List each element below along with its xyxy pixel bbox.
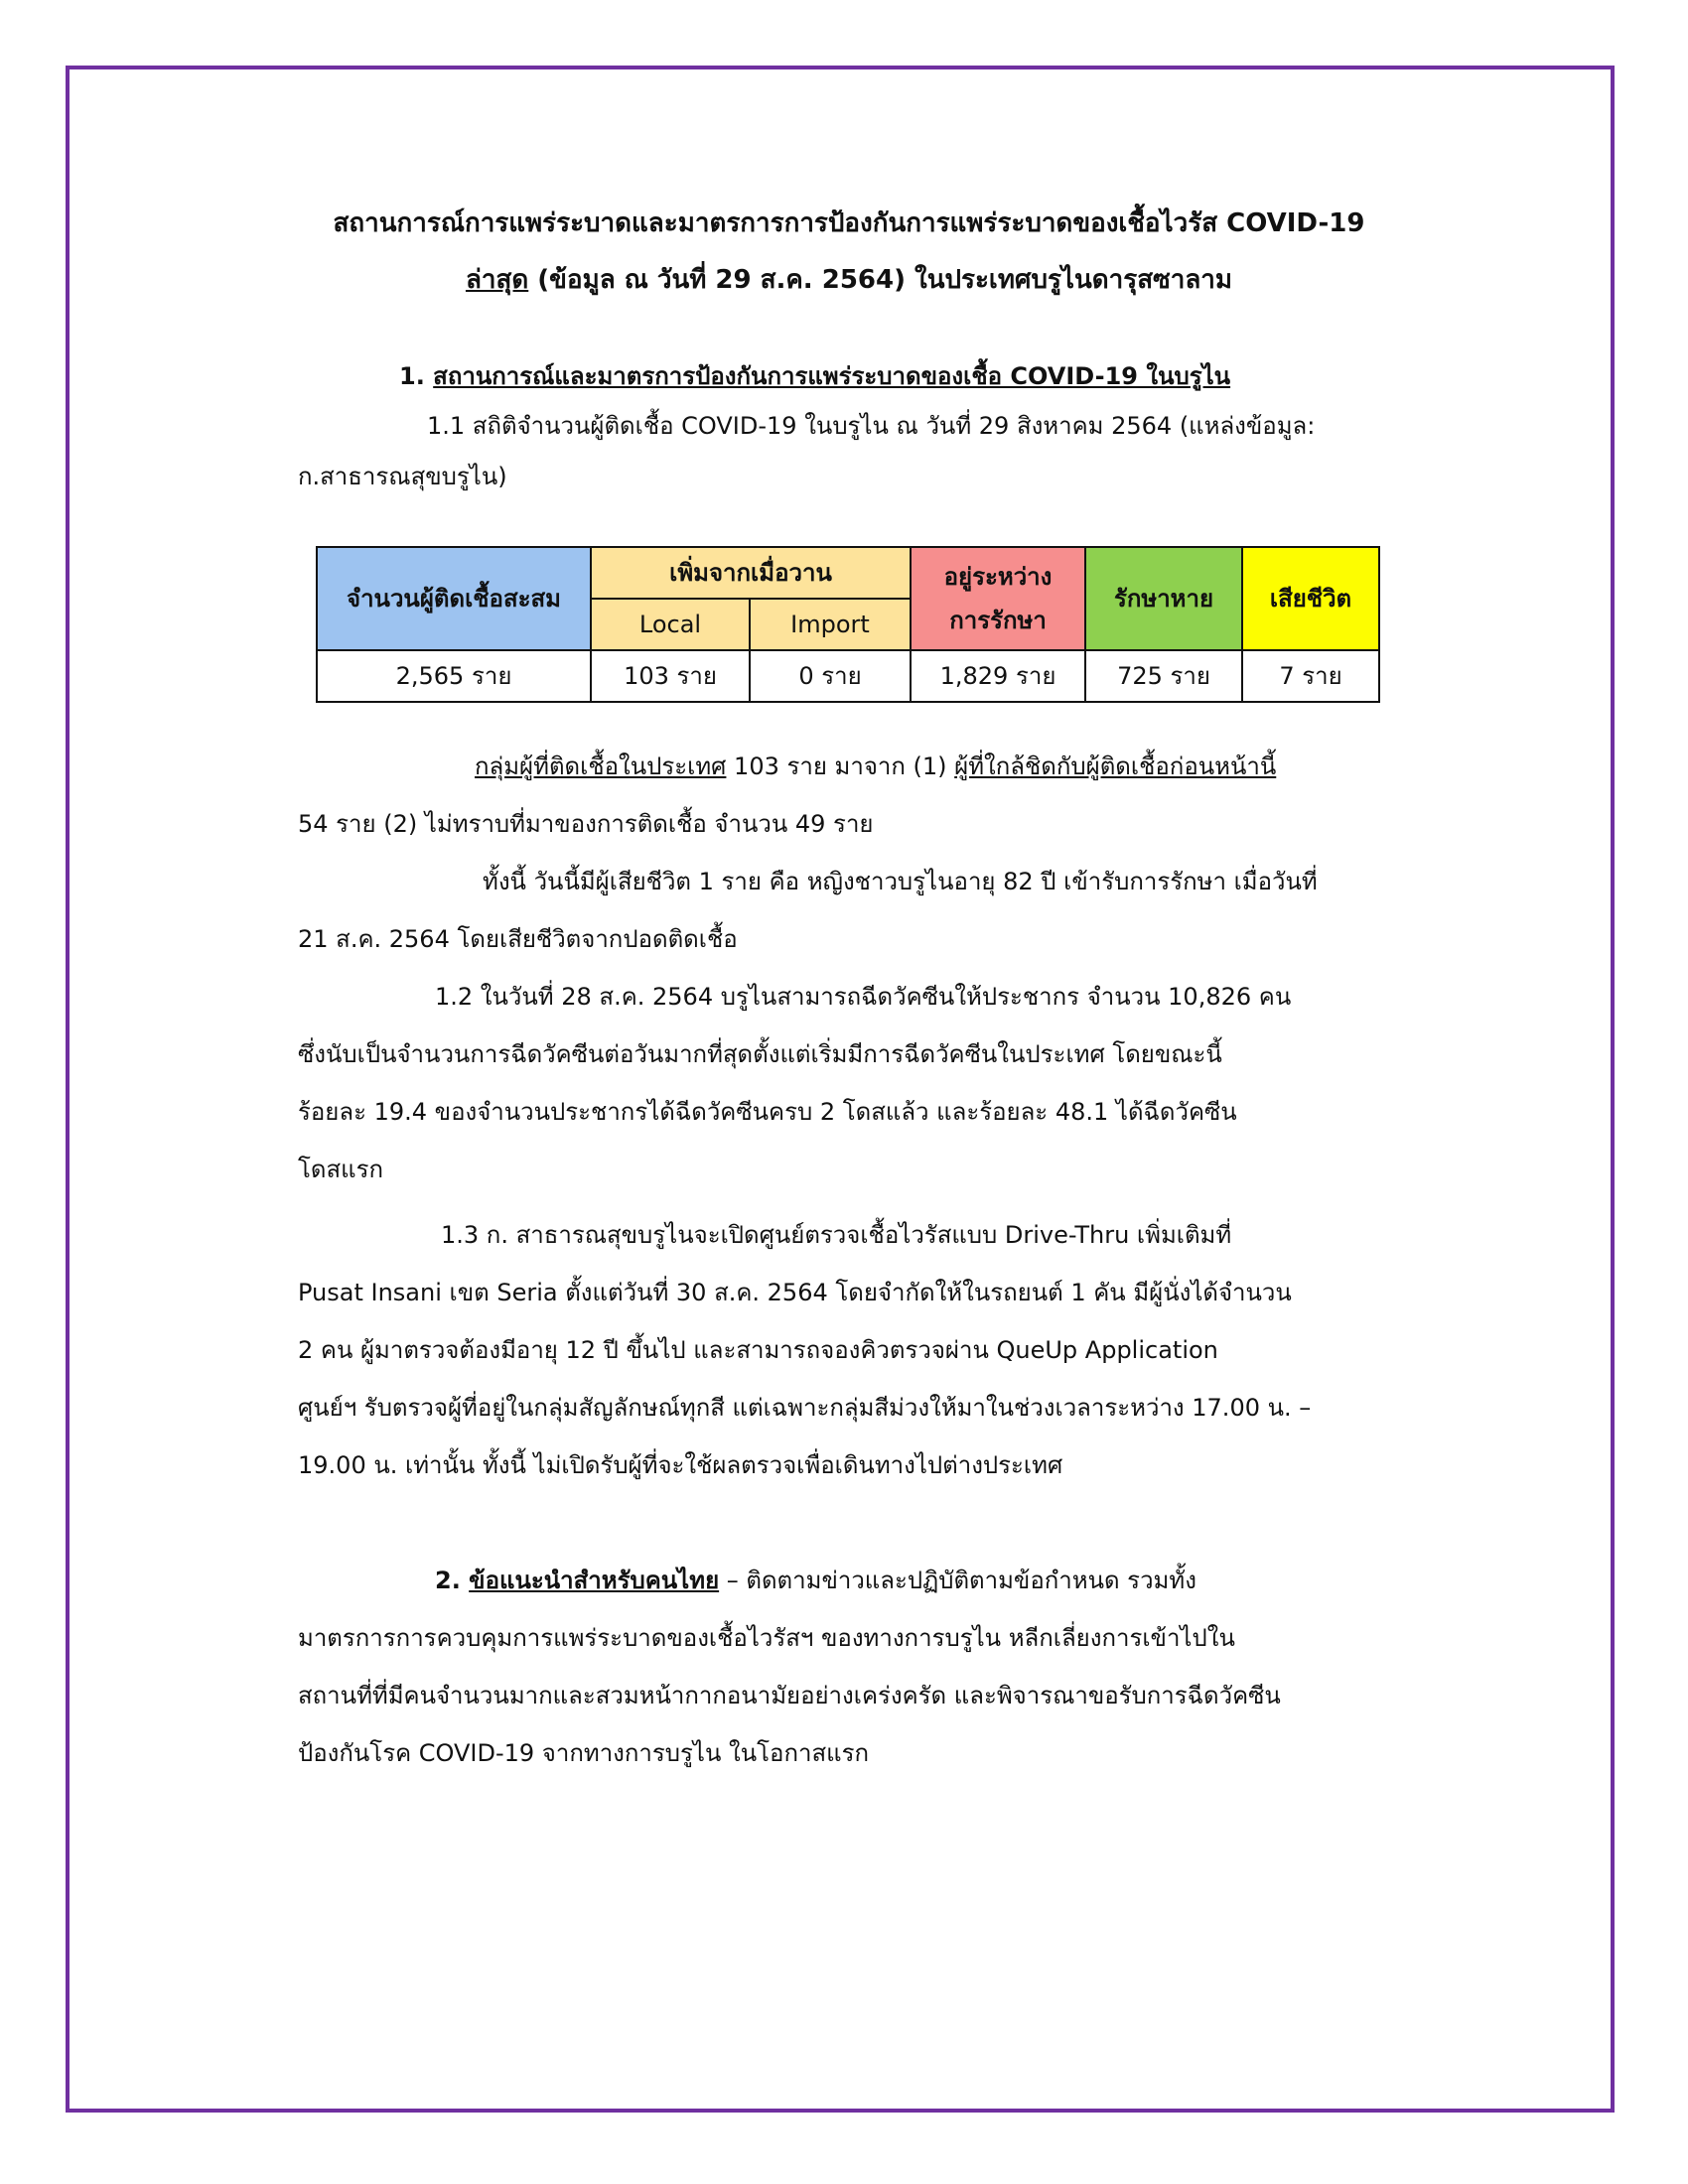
document-title-line-1: สถานการณ์การแพร่ระบาดและมาตรการการป้องกันการแพร่ระบาดของเชื้อไวรัส COVID-19 [333,208,1365,238]
header-import: Import [750,599,911,650]
section-2-number: 2. [435,1567,470,1594]
item-1-3-line-2: Pusat Insani เขต Seria ตั้งแต่วันที่ 30 ส.ค. 2564 โดยจำกัดให้ในรถยนต์ 1 คัน มีผู้นั่งได้จำนวน [298,1279,1292,1306]
section-2-line-1-rest: – ติดตามข่าวและปฏิบัติตามข้อกำหนด รวมทั้ง [719,1567,1196,1594]
value-under-treatment: 1,829 ราย [911,650,1085,702]
item-1-1-line-2: ก.สาธารณสุขบรูไน) [298,463,507,490]
item-1-2-line-2: ซึ่งนับเป็นจำนวนการฉีดวัคซีนต่อวันมากที่สุดตั้งแต่เริ่มมีการฉีดวัคซีนในประเทศ โดยขณะนี้ [298,1040,1222,1068]
covid-stats-table [316,546,1380,703]
close-contacts-label: ผู้ที่ใกล้ชิดกับผู้ติดเชื้อก่อนหน้านี้ [954,752,1277,780]
section-1-heading [399,356,1501,396]
header-deaths: เสียชีวิต [1242,547,1379,650]
section-2-line-4: ป้องกันโรค COVID-19 จากทางการบรูไน ในโอกาสแรก [298,1739,869,1767]
value-import: 0 ราย [750,650,911,702]
section-1-number: 1. [399,362,434,390]
header-under-treatment [911,547,1085,650]
death-paragraph-line-1: ทั้งนี้ วันนี้มีผู้เสียชีวิต 1 ราย คือ หญิงชาวบรูไนอายุ 82 ปี เข้ารับการรักษา เมื่อวันที่ [483,868,1318,895]
item-1-3-line-1: 1.3 ก. สาธารณสุขบรูไนจะเปิดศูนย์ตรวจเชื้อไวรัสแบบ Drive-Thru เพิ่มเติมที่ [441,1221,1232,1249]
item-1-1-line-1: 1.1 สถิติจำนวนผู้ติดเชื้อ COVID-19 ในบรูไน ณ วันที่ 29 สิงหาคม 2564 (แหล่งข้อมูล: [427,412,1316,440]
value-local: 103 ราย [591,650,750,702]
local-group-mid: 103 ราย มาจาก (1) [726,752,955,780]
section-1-heading-text: สถานการณ์และมาตรการป้องกันการแพร่ระบาดของเชื้อ COVID-19 ในบรูไน [433,362,1231,390]
header-under-treatment-line-1: อยู่ระหว่าง [943,563,1053,591]
item-1-3-line-5: 19.00 น. เท่านั้น ทั้งนี้ ไม่เปิดรับผู้ที่จะใช้ผลตรวจเพื่อเดินทางไปต่างประเทศ [298,1451,1063,1479]
local-cases-paragraph-line-1 [475,747,1577,786]
section-2-line-1 [435,1561,1537,1600]
local-group-label: กลุ่มผู้ที่ติดเชื้อในประเทศ [475,752,727,780]
item-1-3-line-4: ศูนย์ฯ รับตรวจผู้ที่อยู่ในกลุ่มสัญลักษณ์ทุกสี แต่เฉพาะกลุ่มสีม่วงให้มาในช่วงเวลาระหว่าง 17.00 น. – [298,1394,1312,1422]
header-recovered: รักษาหาย [1085,547,1242,650]
section-2-heading-text: ข้อแนะนำสำหรับคนไทย [469,1567,720,1594]
item-1-3-line-3: 2 คน ผู้มาตรวจต้องมีอายุ 12 ปี ขึ้นไป และสามารถจองคิวตรวจผ่าน QueUp Application [298,1336,1218,1364]
header-new-since-yesterday: เพิ่มจากเมื่อวาน [591,547,911,599]
local-cases-paragraph-line-2: 54 ราย (2) ไม่ทราบที่มาของการติดเชื้อ จำนวน 49 ราย [298,810,874,838]
title-date-country: (ข้อมูล ณ วันที่ 29 ส.ค. 2564) ในประเทศบรูไนดารุสซาลาม [528,265,1233,295]
value-recovered: 725 ราย [1085,650,1242,702]
value-deaths: 7 ราย [1242,650,1379,702]
section-2-line-3: สถานที่ที่มีคนจำนวนมากและสวมหน้ากากอนามัยอย่างเคร่งครัด และพิจารณาขอรับการฉีดวัคซีน [298,1682,1281,1709]
item-1-2-line-4: โดสแรก [298,1156,384,1183]
item-1-2-line-1: 1.2 ในวันที่ 28 ส.ค. 2564 บรูไนสามารถฉีดวัคซีนให้ประชากร จำนวน 10,826 คน [435,983,1292,1011]
title-latest-label: ล่าสุด [465,265,529,295]
header-local: Local [591,599,750,650]
document-title-line-2 [298,260,1400,300]
section-2-line-2: มาตรการการควบคุมการแพร่ระบาดของเชื้อไวรัสฯ ของทางการบรูไน หลีกเลี่ยงการเข้าไปใน [298,1624,1235,1652]
value-cumulative-cases: 2,565 ราย [317,650,591,702]
header-cumulative-cases: จำนวนผู้ติดเชื้อสะสม [317,547,591,650]
header-under-treatment-line-2: การรักษา [949,607,1047,634]
death-paragraph-line-2: 21 ส.ค. 2564 โดยเสียชีวิตจากปอดติดเชื้อ [298,925,738,953]
item-1-2-line-3: ร้อยละ 19.4 ของจำนวนประชากรได้ฉีดวัคซีนครบ 2 โดสแล้ว และร้อยละ 48.1 ได้ฉีดวัคซีน [298,1098,1237,1126]
